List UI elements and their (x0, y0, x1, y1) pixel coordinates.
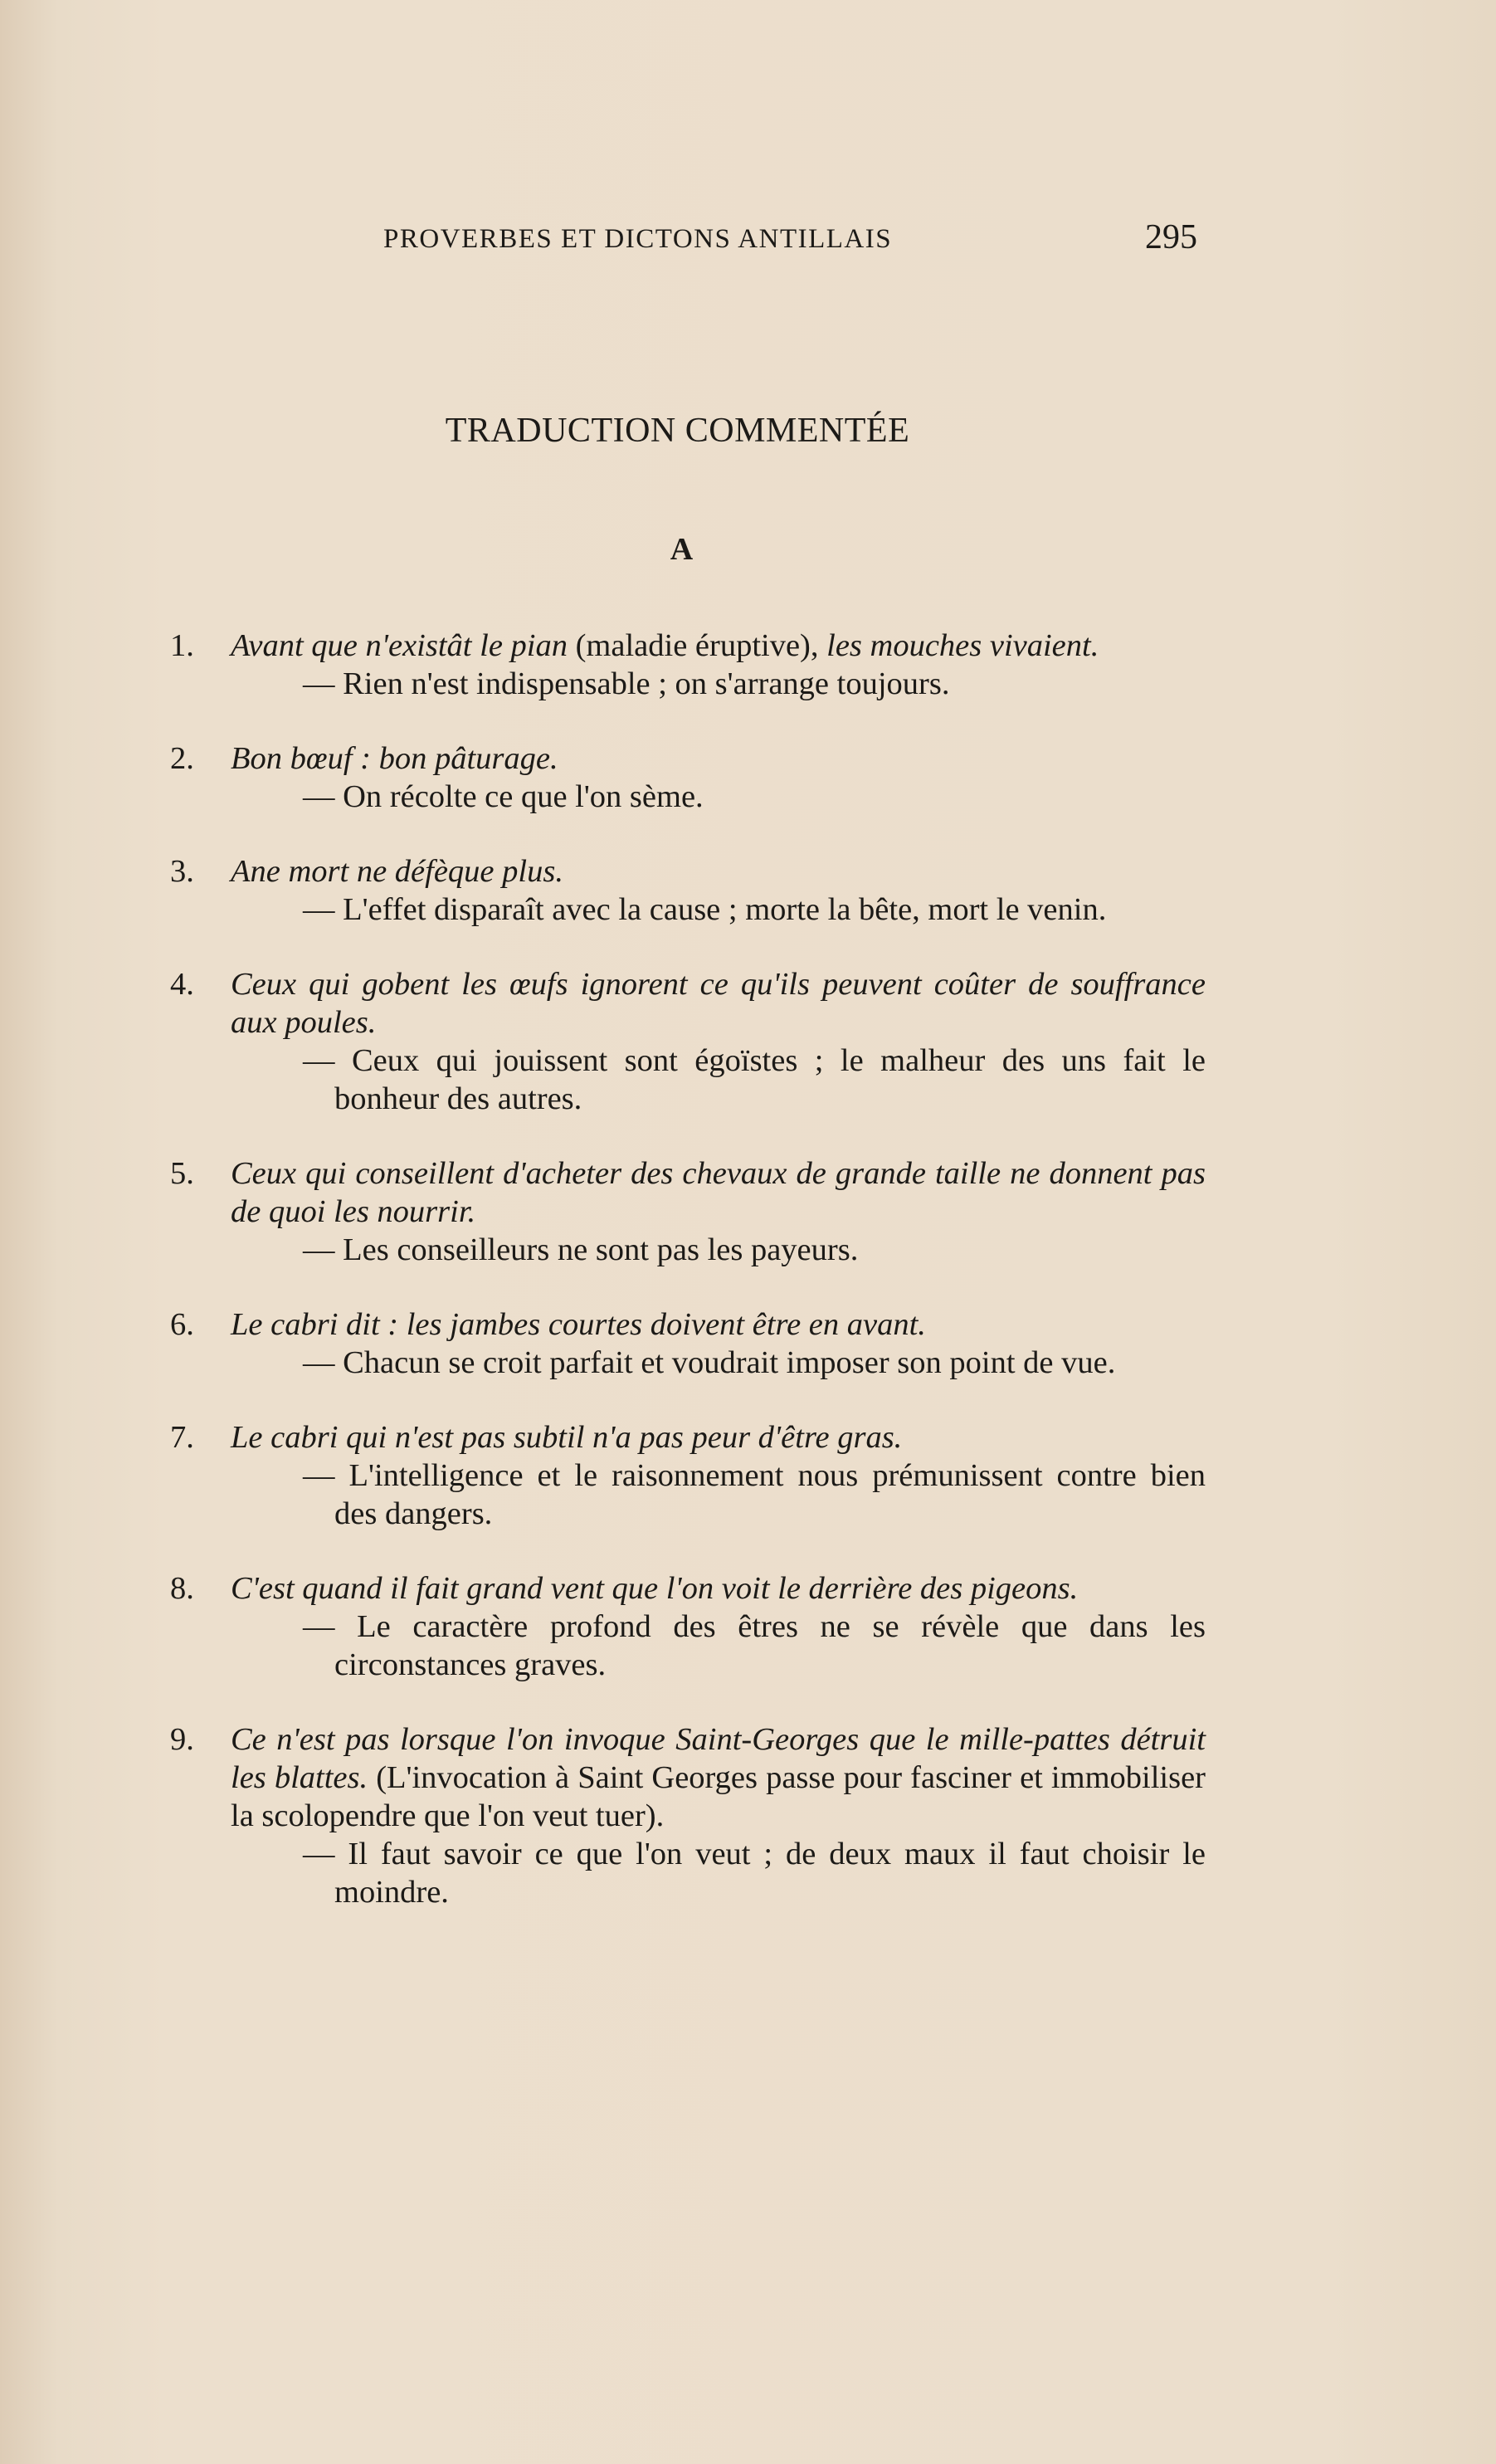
proverb-text (170, 1720, 1206, 1835)
proverb-meaning: — Il faut savoir ce que l'on veut ; de deux maux il faut choisir le moindre. (303, 1837, 1206, 1910)
proverb-meaning: — L'effet disparaît avec la cause ; morte la bête, mort le venin. (303, 892, 1107, 927)
proverb-meaning: — Chacun se croit parfait et voudrait imposer son point de vue. (303, 1345, 1116, 1380)
entry-number: 2. (170, 741, 194, 776)
running-title: PROVERBES ET DICTONS ANTILLAIS (383, 224, 893, 254)
proverb-entry-1 (170, 627, 1206, 703)
proverb-text: Bon bœuf : bon pâturage. (231, 741, 558, 776)
proverb-entry-8 (170, 1569, 1206, 1684)
proverb-text-part: les mouches vivaient. (826, 628, 1099, 663)
proverb-text: Le cabri qui n'est pas subtil n'a pas peur d'être gras. (231, 1420, 903, 1455)
proverb-entry-5 (170, 1154, 1206, 1269)
proverb-text: Ane mort ne défèque plus. (231, 854, 563, 889)
proverb-entry-6 (170, 1305, 1206, 1382)
proverb-entry-7 (170, 1418, 1206, 1533)
section-letter: A (670, 532, 694, 567)
proverb-entry-4 (170, 965, 1206, 1118)
entry-number: 5. (170, 1156, 194, 1191)
proverb-text-part: Avant que n'existât le pian (231, 628, 568, 663)
proverb-text: C'est quand il fait grand vent que l'on voit le derrière des pigeons. (231, 1571, 1079, 1606)
proverb-meaning: — Les conseilleurs ne sont pas les payeurs. (303, 1232, 859, 1267)
entry-number: 7. (170, 1420, 194, 1455)
proverb-meaning: — Le caractère profond des êtres ne se révèle que dans les circonstances graves. (303, 1609, 1206, 1682)
proverb-meaning: — L'intelligence et le raisonnement nous prémunissent contre bien des dangers. (303, 1458, 1206, 1531)
proverb-meaning: — Rien n'est indispensable ; on s'arrange toujours. (303, 666, 950, 701)
entry-number: 8. (170, 1571, 194, 1606)
proverb-text: Ceux qui conseillent d'acheter des chevaux de grande taille ne donnent pas de quoi les nourrir. (231, 1156, 1206, 1229)
proverb-text: Le cabri dit : les jambes courtes doivent être en avant. (231, 1307, 926, 1342)
proverb-entry-2 (170, 739, 1206, 816)
proverb-list (170, 627, 1206, 1911)
proverb-gloss: (maladie éruptive), (567, 628, 827, 663)
entry-number: 6. (170, 1307, 194, 1342)
proverb-text (170, 627, 1206, 665)
proverb-text-part: Ce n'est pas lorsque l'on invoque Saint-Georges que le mille-pattes détruit les blattes. (231, 1722, 1206, 1795)
entry-number: 4. (170, 967, 194, 1002)
proverb-text: Ceux qui gobent les œufs ignorent ce qu'ils peuvent coûter de souffrance aux poules. (231, 967, 1206, 1040)
page-number: 295 (1145, 218, 1197, 256)
entry-number: 9. (170, 1722, 194, 1757)
proverb-meaning: — On récolte ce que l'on sème. (303, 779, 704, 814)
proverb-gloss: (L'invocation à Saint Georges passe pour fasciner et immobiliser la scolopendre que l'on veut tuer). (231, 1760, 1206, 1833)
section-title: TRADUCTION COMMENTÉE (445, 412, 910, 450)
proverb-entry-9 (170, 1720, 1206, 1911)
entry-number: 1. (170, 628, 194, 663)
proverb-entry-3 (170, 852, 1206, 929)
entry-number: 3. (170, 854, 194, 889)
proverb-meaning: — Ceux qui jouissent sont égoïstes ; le malheur des uns fait le bonheur des autres. (303, 1043, 1206, 1116)
